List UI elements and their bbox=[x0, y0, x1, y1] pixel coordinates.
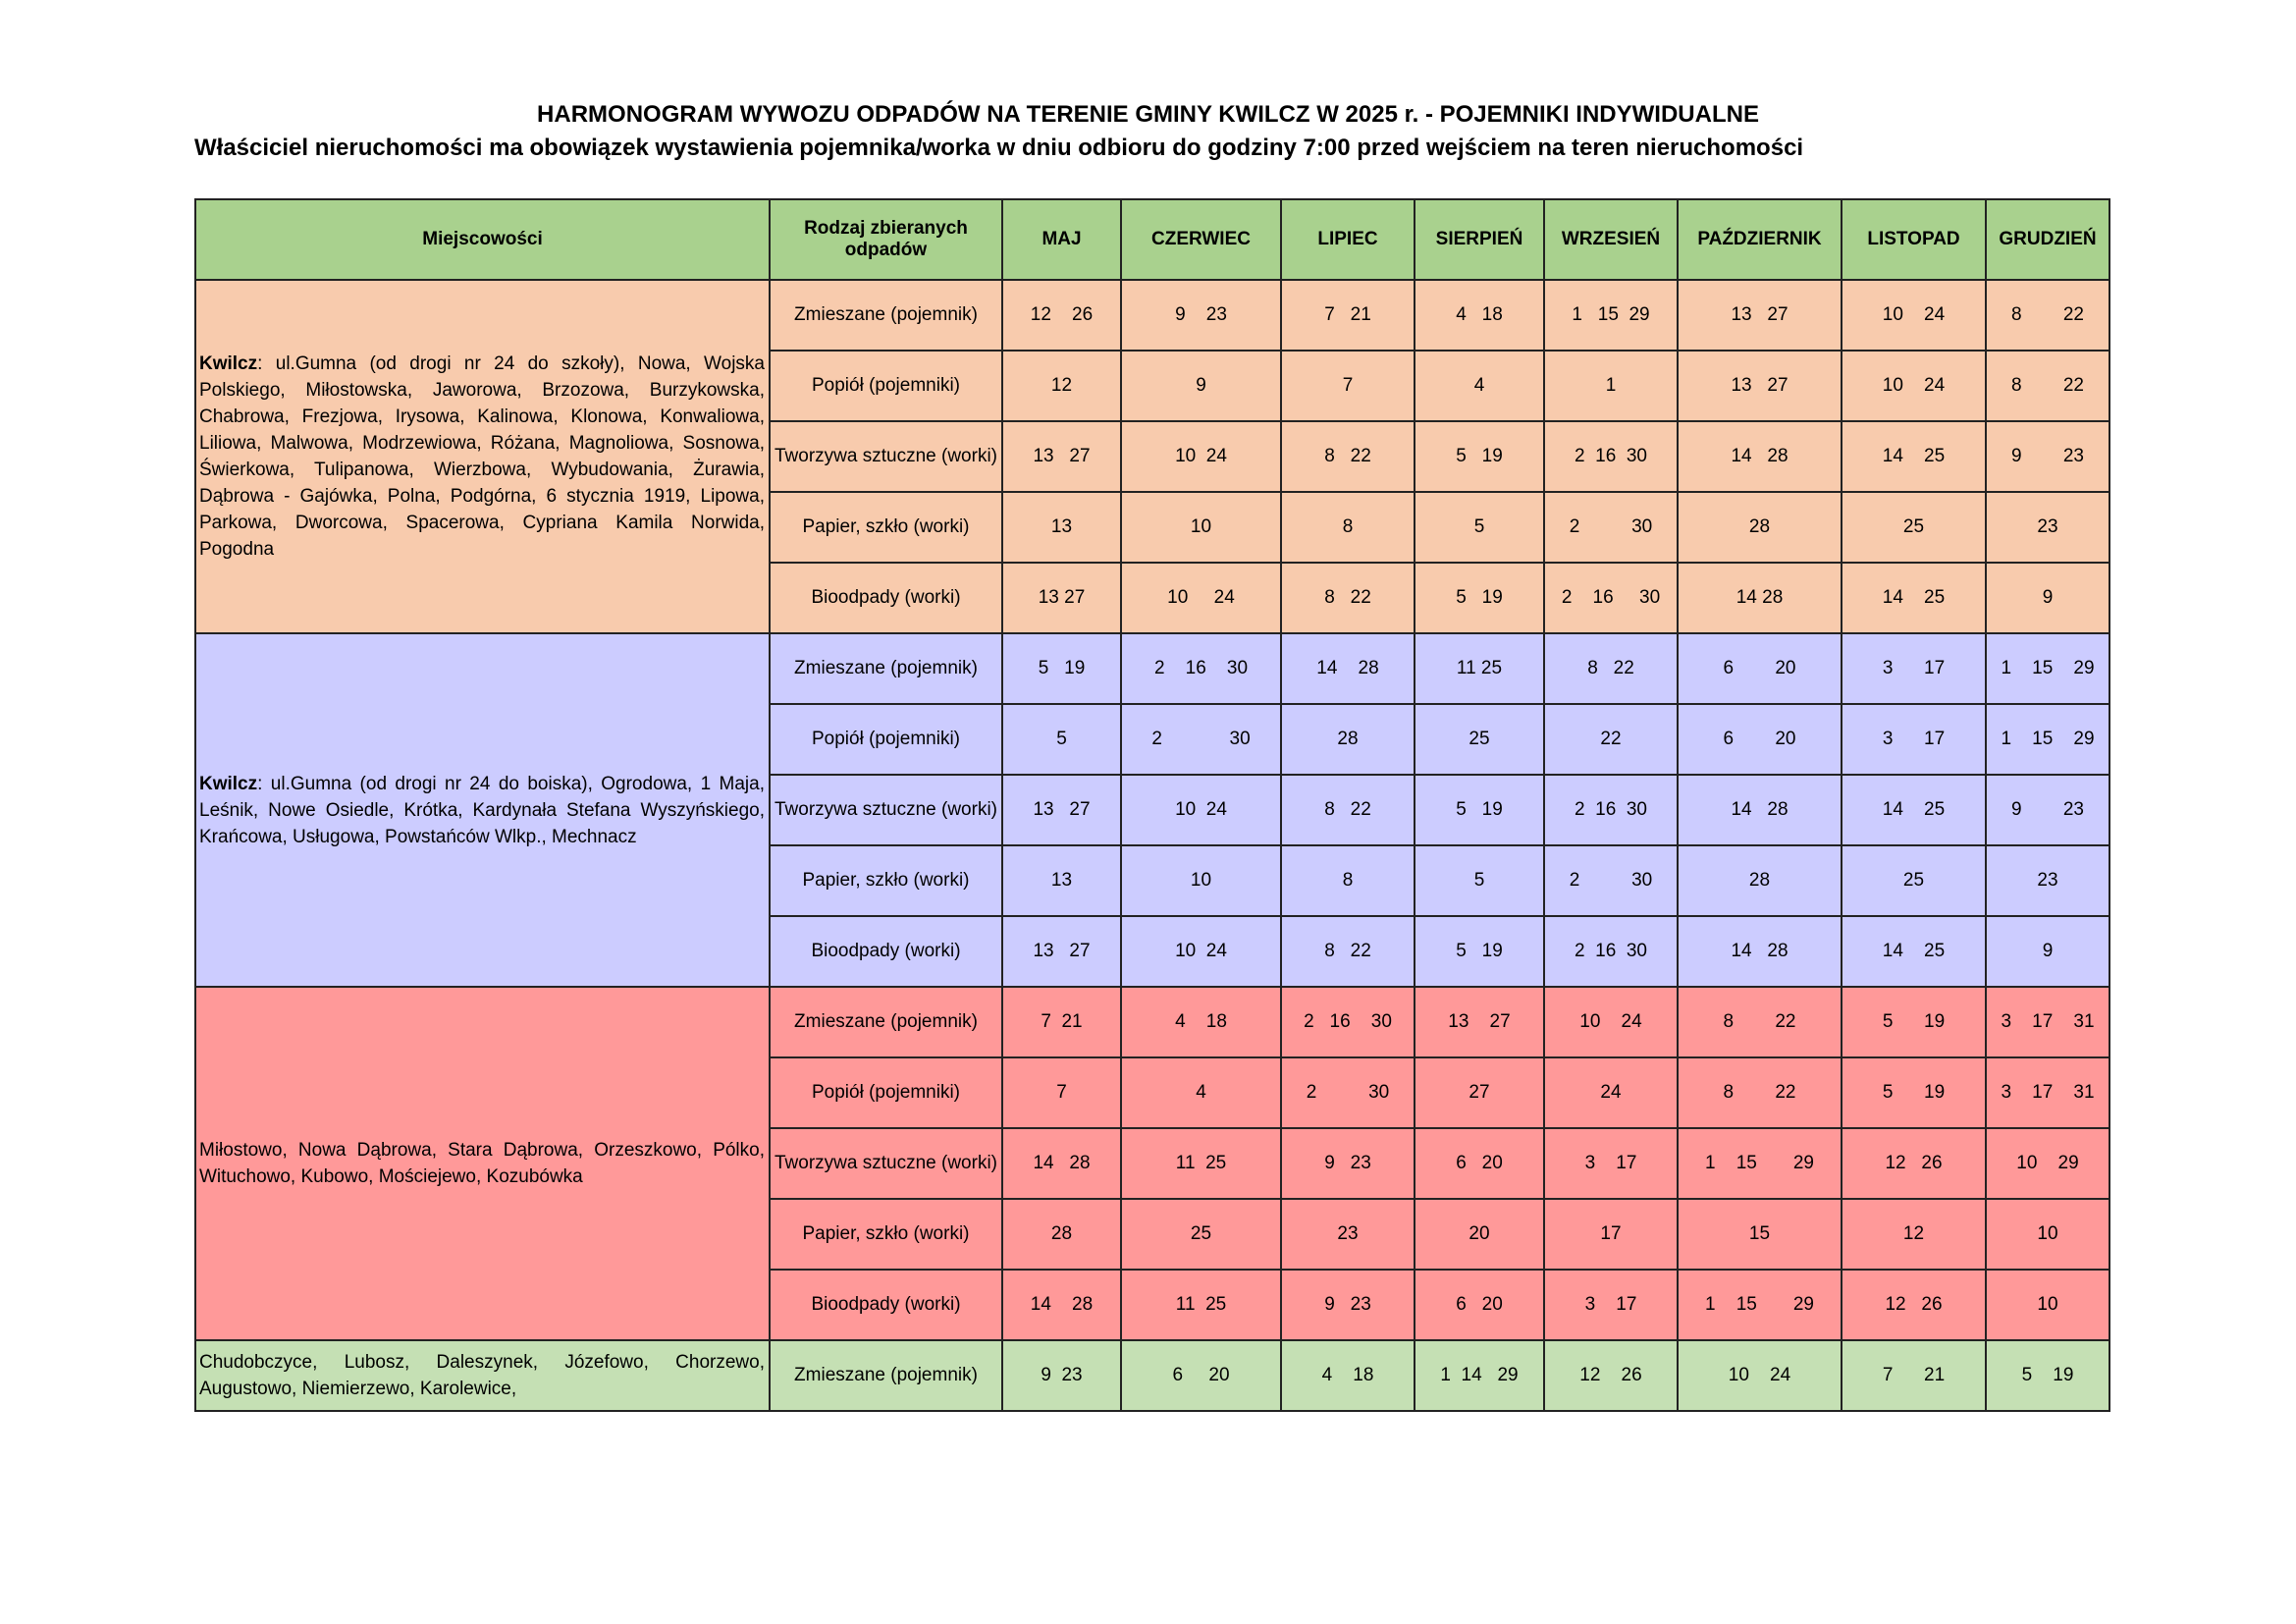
pickup-dates-cell: 12 bbox=[1002, 351, 1121, 421]
pickup-dates-cell: 13 27 bbox=[1415, 987, 1544, 1057]
waste-type-cell: Zmieszane (pojemnik) bbox=[770, 987, 1002, 1057]
pickup-dates-cell: 13 27 bbox=[1002, 775, 1121, 845]
locality-streets: : ul.Gumna (od drogi nr 24 do boiska), Ogrodowa, 1 Maja, Leśnik, Nowe Osiedle, Krótka, Kardynała Stefana Wyszyńskiego, Krańcowa, Usługowa, Powstańców Wlkp., Mechnacz bbox=[199, 773, 765, 847]
waste-schedule-table bbox=[194, 198, 2110, 1412]
pickup-dates-cell: 5 19 bbox=[1842, 1057, 1986, 1128]
pickup-dates-cell: 6 20 bbox=[1678, 633, 1842, 704]
pickup-dates-cell: 12 bbox=[1842, 1199, 1986, 1270]
pickup-dates-cell: 7 21 bbox=[1842, 1340, 1986, 1411]
locality-name-bold: Kwilcz bbox=[199, 773, 258, 794]
pickup-dates-cell: 10 24 bbox=[1121, 563, 1281, 633]
pickup-dates-cell: 2 30 bbox=[1121, 704, 1281, 775]
pickup-dates-cell: 5 19 bbox=[1415, 775, 1544, 845]
pickup-dates-cell: 1 15 29 bbox=[1678, 1270, 1842, 1340]
pickup-dates-cell: 8 bbox=[1281, 492, 1415, 563]
pickup-dates-cell: 10 24 bbox=[1842, 280, 1986, 351]
pickup-dates-cell: 28 bbox=[1281, 704, 1415, 775]
pickup-dates-cell: 8 bbox=[1281, 845, 1415, 916]
locality-streets: : ul.Gumna (od drogi nr 24 do szkoły), Nowa, Wojska Polskiego, Miłostowska, Jaworowa, Brzozowa, Burzykowska, Chabrowa, Frezjowa, Irysowa, Kalinowa, Klonowa, Konwaliowa, Liliowa, Malwowa, Modrzewiowa, Różana, Magnoliowa, Sosnowa, Świerkowa, Tulipanowa, Wierzbowa, Wybudowania, Żurawia, Dąbrowa - Gajówka, Polna, Podgórna, 6 stycznia 1919, Lipowa, Parkowa, Dworcowa, Spacerowa, Cypriana Kamila Norwida, Pogodna bbox=[199, 353, 765, 560]
pickup-dates-cell: 7 21 bbox=[1002, 987, 1121, 1057]
pickup-dates-cell: 14 28 bbox=[1678, 563, 1842, 633]
header-month: PAŹDZIERNIK bbox=[1678, 199, 1842, 280]
pickup-dates-cell: 25 bbox=[1121, 1199, 1281, 1270]
pickup-dates-cell: 24 bbox=[1544, 1057, 1678, 1128]
pickup-dates-cell: 9 23 bbox=[1281, 1128, 1415, 1199]
pickup-dates-cell: 2 30 bbox=[1281, 1057, 1415, 1128]
pickup-dates-cell: 10 24 bbox=[1678, 1340, 1842, 1411]
pickup-dates-cell: 10 24 bbox=[1544, 987, 1678, 1057]
pickup-dates-cell: 12 26 bbox=[1842, 1270, 1986, 1340]
pickup-dates-cell: 1 15 29 bbox=[1986, 633, 2109, 704]
pickup-dates-cell: 1 bbox=[1544, 351, 1678, 421]
pickup-dates-cell: 10 bbox=[1121, 492, 1281, 563]
pickup-dates-cell: 4 bbox=[1415, 351, 1544, 421]
pickup-dates-cell: 10 29 bbox=[1986, 1128, 2109, 1199]
waste-type-cell: Zmieszane (pojemnik) bbox=[770, 280, 1002, 351]
pickup-dates-cell: 27 bbox=[1415, 1057, 1544, 1128]
pickup-dates-cell: 9 23 bbox=[1002, 1340, 1121, 1411]
pickup-dates-cell: 2 16 30 bbox=[1281, 987, 1415, 1057]
pickup-dates-cell: 5 19 bbox=[1415, 916, 1544, 987]
waste-type-cell: Popiół (pojemniki) bbox=[770, 704, 1002, 775]
pickup-dates-cell: 10 bbox=[1121, 845, 1281, 916]
pickup-dates-cell: 13 27 bbox=[1002, 916, 1121, 987]
header-month: LISTOPAD bbox=[1842, 199, 1986, 280]
pickup-dates-cell: 10 bbox=[1986, 1270, 2109, 1340]
pickup-dates-cell: 9 23 bbox=[1281, 1270, 1415, 1340]
pickup-dates-cell: 6 20 bbox=[1678, 704, 1842, 775]
pickup-dates-cell: 2 16 30 bbox=[1544, 916, 1678, 987]
locality-cell bbox=[195, 280, 770, 633]
pickup-dates-cell: 14 25 bbox=[1842, 775, 1986, 845]
pickup-dates-cell: 11 25 bbox=[1415, 633, 1544, 704]
pickup-dates-cell: 10 24 bbox=[1121, 421, 1281, 492]
pickup-dates-cell: 23 bbox=[1281, 1199, 1415, 1270]
waste-type-cell: Zmieszane (pojemnik) bbox=[770, 1340, 1002, 1411]
pickup-dates-cell: 28 bbox=[1678, 845, 1842, 916]
waste-type-cell: Bioodpady (worki) bbox=[770, 1270, 1002, 1340]
header-month: MAJ bbox=[1002, 199, 1121, 280]
pickup-dates-cell: 14 25 bbox=[1842, 421, 1986, 492]
pickup-dates-cell: 9 23 bbox=[1121, 280, 1281, 351]
header-row bbox=[195, 199, 2109, 280]
pickup-dates-cell: 1 15 29 bbox=[1986, 704, 2109, 775]
pickup-dates-cell: 3 17 bbox=[1544, 1270, 1678, 1340]
waste-type-cell: Bioodpady (worki) bbox=[770, 916, 1002, 987]
pickup-dates-cell: 9 23 bbox=[1986, 775, 2109, 845]
header-locality: Miejscowości bbox=[195, 199, 770, 280]
pickup-dates-cell: 13 bbox=[1002, 845, 1121, 916]
pickup-dates-cell: 11 25 bbox=[1121, 1128, 1281, 1199]
waste-type-cell: Papier, szkło (worki) bbox=[770, 845, 1002, 916]
pickup-dates-cell: 14 28 bbox=[1002, 1128, 1121, 1199]
pickup-dates-cell: 13 27 bbox=[1678, 351, 1842, 421]
pickup-dates-cell: 20 bbox=[1415, 1199, 1544, 1270]
pickup-dates-cell: 9 bbox=[1121, 351, 1281, 421]
pickup-dates-cell: 7 bbox=[1281, 351, 1415, 421]
pickup-dates-cell: 3 17 31 bbox=[1986, 1057, 2109, 1128]
pickup-dates-cell: 2 30 bbox=[1544, 492, 1678, 563]
pickup-dates-cell: 5 19 bbox=[1986, 1340, 2109, 1411]
pickup-dates-cell: 7 21 bbox=[1281, 280, 1415, 351]
pickup-dates-cell: 15 bbox=[1678, 1199, 1842, 1270]
locality-cell bbox=[195, 633, 770, 987]
page-title: HARMONOGRAM WYWOZU ODPADÓW NA TERENIE GMINY KWILCZ W 2025 r. - POJEMNIKI INDYWIDUALNE bbox=[537, 101, 1759, 128]
pickup-dates-cell: 14 28 bbox=[1281, 633, 1415, 704]
pickup-dates-cell: 4 18 bbox=[1415, 280, 1544, 351]
pickup-dates-cell: 25 bbox=[1415, 704, 1544, 775]
header-month: SIERPIEŃ bbox=[1415, 199, 1544, 280]
pickup-dates-cell: 6 20 bbox=[1121, 1340, 1281, 1411]
pickup-dates-cell: 8 22 bbox=[1281, 775, 1415, 845]
pickup-dates-cell: 13 27 bbox=[1002, 421, 1121, 492]
pickup-dates-cell: 9 bbox=[1986, 563, 2109, 633]
pickup-dates-cell: 25 bbox=[1842, 492, 1986, 563]
waste-type-cell: Tworzywa sztuczne (worki) bbox=[770, 1128, 1002, 1199]
pickup-dates-cell: 5 bbox=[1415, 845, 1544, 916]
pickup-dates-cell: 10 24 bbox=[1121, 775, 1281, 845]
pickup-dates-cell: 2 16 30 bbox=[1544, 421, 1678, 492]
waste-type-cell: Bioodpady (worki) bbox=[770, 563, 1002, 633]
pickup-dates-cell: 4 18 bbox=[1121, 987, 1281, 1057]
waste-type-cell: Tworzywa sztuczne (worki) bbox=[770, 421, 1002, 492]
locality-streets: Chudobczyce, Lubosz, Daleszynek, Józefowo, Chorzewo, Augustowo, Niemierzewo, Karolewice, bbox=[199, 1352, 765, 1399]
pickup-dates-cell: 3 17 bbox=[1842, 633, 1986, 704]
pickup-dates-cell: 23 bbox=[1986, 492, 2109, 563]
pickup-dates-cell: 25 bbox=[1842, 845, 1986, 916]
waste-type-cell: Popiół (pojemniki) bbox=[770, 1057, 1002, 1128]
pickup-dates-cell: 8 22 bbox=[1986, 280, 2109, 351]
waste-type-cell: Popiół (pojemniki) bbox=[770, 351, 1002, 421]
header-month: GRUDZIEŃ bbox=[1986, 199, 2109, 280]
locality-name-bold: Kwilcz bbox=[199, 353, 258, 374]
pickup-dates-cell: 2 30 bbox=[1544, 845, 1678, 916]
pickup-dates-cell: 10 24 bbox=[1121, 916, 1281, 987]
waste-type-cell: Papier, szkło (worki) bbox=[770, 1199, 1002, 1270]
pickup-dates-cell: 14 25 bbox=[1842, 563, 1986, 633]
pickup-dates-cell: 22 bbox=[1544, 704, 1678, 775]
page-subtitle: Właściciel nieruchomości ma obowiązek wystawienia pojemnika/worka w dniu odbioru do godziny 7:00 przed wejściem na teren nieruchomości bbox=[194, 135, 1804, 161]
table-row bbox=[195, 633, 2109, 704]
waste-type-cell: Papier, szkło (worki) bbox=[770, 492, 1002, 563]
pickup-dates-cell: 14 28 bbox=[1678, 421, 1842, 492]
pickup-dates-cell: 13 bbox=[1002, 492, 1121, 563]
pickup-dates-cell: 12 26 bbox=[1842, 1128, 1986, 1199]
pickup-dates-cell: 1 14 29 bbox=[1415, 1340, 1544, 1411]
pickup-dates-cell: 2 16 30 bbox=[1121, 633, 1281, 704]
pickup-dates-cell: 23 bbox=[1986, 845, 2109, 916]
pickup-dates-cell: 8 22 bbox=[1281, 563, 1415, 633]
pickup-dates-cell: 8 22 bbox=[1281, 916, 1415, 987]
header-month: CZERWIEC bbox=[1121, 199, 1281, 280]
header-month: WRZESIEŃ bbox=[1544, 199, 1678, 280]
header-waste-type: Rodzaj zbieranych odpadów bbox=[770, 199, 1002, 280]
locality-cell bbox=[195, 1340, 770, 1411]
pickup-dates-cell: 2 16 30 bbox=[1544, 563, 1678, 633]
pickup-dates-cell: 9 23 bbox=[1986, 421, 2109, 492]
pickup-dates-cell: 5 19 bbox=[1415, 563, 1544, 633]
pickup-dates-cell: 8 22 bbox=[1281, 421, 1415, 492]
table-row bbox=[195, 1340, 2109, 1411]
pickup-dates-cell: 8 22 bbox=[1678, 1057, 1842, 1128]
pickup-dates-cell: 28 bbox=[1002, 1199, 1121, 1270]
pickup-dates-cell: 6 20 bbox=[1415, 1128, 1544, 1199]
pickup-dates-cell: 1 15 29 bbox=[1544, 280, 1678, 351]
pickup-dates-cell: 8 22 bbox=[1678, 987, 1842, 1057]
pickup-dates-cell: 5 bbox=[1002, 704, 1121, 775]
pickup-dates-cell: 3 17 bbox=[1842, 704, 1986, 775]
pickup-dates-cell: 8 22 bbox=[1986, 351, 2109, 421]
pickup-dates-cell: 14 28 bbox=[1678, 775, 1842, 845]
pickup-dates-cell: 14 28 bbox=[1678, 916, 1842, 987]
pickup-dates-cell: 4 bbox=[1121, 1057, 1281, 1128]
waste-type-cell: Tworzywa sztuczne (worki) bbox=[770, 775, 1002, 845]
header-month: LIPIEC bbox=[1281, 199, 1415, 280]
pickup-dates-cell: 28 bbox=[1678, 492, 1842, 563]
pickup-dates-cell: 5 bbox=[1415, 492, 1544, 563]
pickup-dates-cell: 6 20 bbox=[1415, 1270, 1544, 1340]
pickup-dates-cell: 13 27 bbox=[1002, 563, 1121, 633]
pickup-dates-cell: 10 24 bbox=[1842, 351, 1986, 421]
locality-cell bbox=[195, 987, 770, 1340]
pickup-dates-cell: 13 27 bbox=[1678, 280, 1842, 351]
pickup-dates-cell: 17 bbox=[1544, 1199, 1678, 1270]
pickup-dates-cell: 5 19 bbox=[1842, 987, 1986, 1057]
pickup-dates-cell: 3 17 bbox=[1544, 1128, 1678, 1199]
pickup-dates-cell: 4 18 bbox=[1281, 1340, 1415, 1411]
table-row bbox=[195, 987, 2109, 1057]
pickup-dates-cell: 12 26 bbox=[1002, 280, 1121, 351]
pickup-dates-cell: 2 16 30 bbox=[1544, 775, 1678, 845]
pickup-dates-cell: 5 19 bbox=[1002, 633, 1121, 704]
pickup-dates-cell: 5 19 bbox=[1415, 421, 1544, 492]
table-row bbox=[195, 280, 2109, 351]
pickup-dates-cell: 3 17 31 bbox=[1986, 987, 2109, 1057]
waste-type-cell: Zmieszane (pojemnik) bbox=[770, 633, 1002, 704]
pickup-dates-cell: 7 bbox=[1002, 1057, 1121, 1128]
pickup-dates-cell: 10 bbox=[1986, 1199, 2109, 1270]
locality-streets: Miłostowo, Nowa Dąbrowa, Stara Dąbrowa, Orzeszkowo, Pólko, Wituchowo, Kubowo, Mościejewo, Kozubówka bbox=[199, 1140, 765, 1187]
pickup-dates-cell: 8 22 bbox=[1544, 633, 1678, 704]
pickup-dates-cell: 14 25 bbox=[1842, 916, 1986, 987]
pickup-dates-cell: 9 bbox=[1986, 916, 2109, 987]
pickup-dates-cell: 14 28 bbox=[1002, 1270, 1121, 1340]
pickup-dates-cell: 1 15 29 bbox=[1678, 1128, 1842, 1199]
pickup-dates-cell: 11 25 bbox=[1121, 1270, 1281, 1340]
schedule-body bbox=[195, 280, 2109, 1411]
pickup-dates-cell: 12 26 bbox=[1544, 1340, 1678, 1411]
